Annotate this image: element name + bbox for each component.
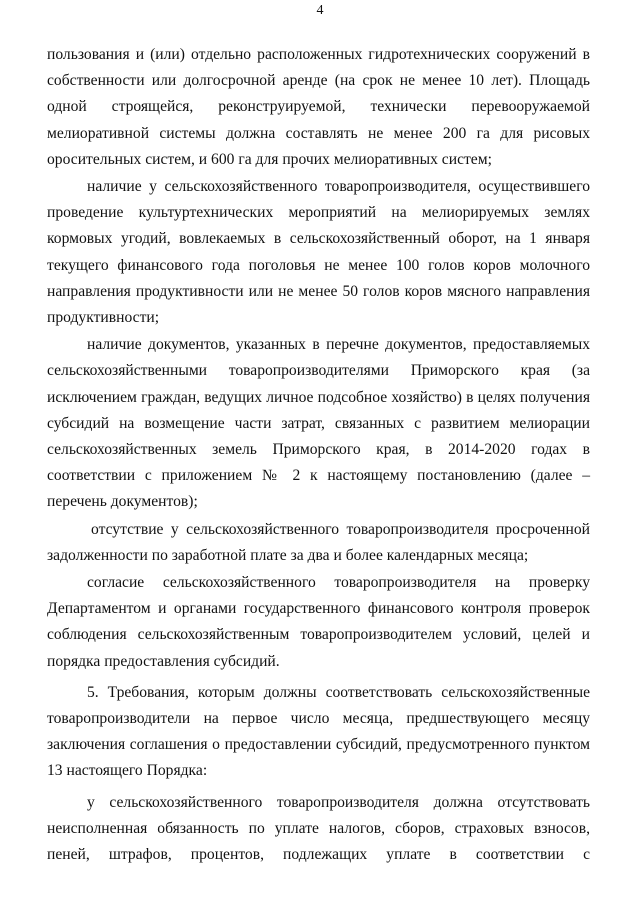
paragraph-documents-list: наличие документов, указанных в перечне документов, предоставляемых сельскохозяйственными товаропроизводителями Приморского края (за исключением граждан, ведущих личное подсобное хозяйство) в целях получения субсидий на возмещение части затрат, связанных с развитием мелиорации сельскохозяйственных земель Приморского края, в 2014-2020 годах в соответствии с приложением № 2 к настоящему постановлению (далее – перечень документов); bbox=[47, 336, 590, 511]
paragraph-no-tax-obligations: у сельскохозяйственного товаропроизводителя должна отсутствовать неисполненная обязанность по уплате налогов, сборов, страховых взносов, пеней, штрафов, процентов, подлежащих уплате в соответствии с bbox=[47, 793, 590, 864]
page-number: 4 bbox=[316, 3, 324, 18]
paragraph-livestock-requirement: наличие у сельскохозяйственного товаропроизводителя, осуществившего проведение культуртехнических мероприятий на мелиорируемых землях кормовых угодий, вовлекаемых в сельскохозяйственный оборот, на 1 января текущего финансового года поголовья не менее 100 голов коров молочного направления продуктивности или не менее 50 голов коров мясного направления продуктивности; bbox=[47, 178, 590, 327]
paragraph-consent-to-audit: согласие сельскохозяйственного товаропроизводителя на проверку Департаментом и органами государственного финансового контроля проверок соблюдения сельскохозяйственным товаропроизводителем условий, целей и порядка предоставления субсидий. bbox=[47, 574, 590, 670]
document-body bbox=[47, 42, 590, 869]
paragraph-requirements-item-5: 5. Требования, которым должны соответствовать сельскохозяйственные товаропроизводители на первое число месяца, предшествующего месяцу заключения соглашения о предоставлении субсидий, предусмотренного пунктом 13 настоящего Порядка: bbox=[47, 683, 590, 780]
paragraph-irrigation-system-area: пользования и (или) отдельно расположенных гидротехнических сооружений в собственности или долгосрочной аренде (на срок не менее 10 лет). Площадь одной строящейся, реконструируемой, технически перевооружаемой мелиоративной системы должна составлять не менее 200 га для рисовых оросительных систем, и 600 га для прочих мелиоративных систем; bbox=[47, 46, 590, 168]
paragraph-no-wage-arrears: отсутствие у сельскохозяйственного товаропроизводителя просроченной задолженности по заработной плате за два и более календарных месяца; bbox=[47, 520, 590, 564]
